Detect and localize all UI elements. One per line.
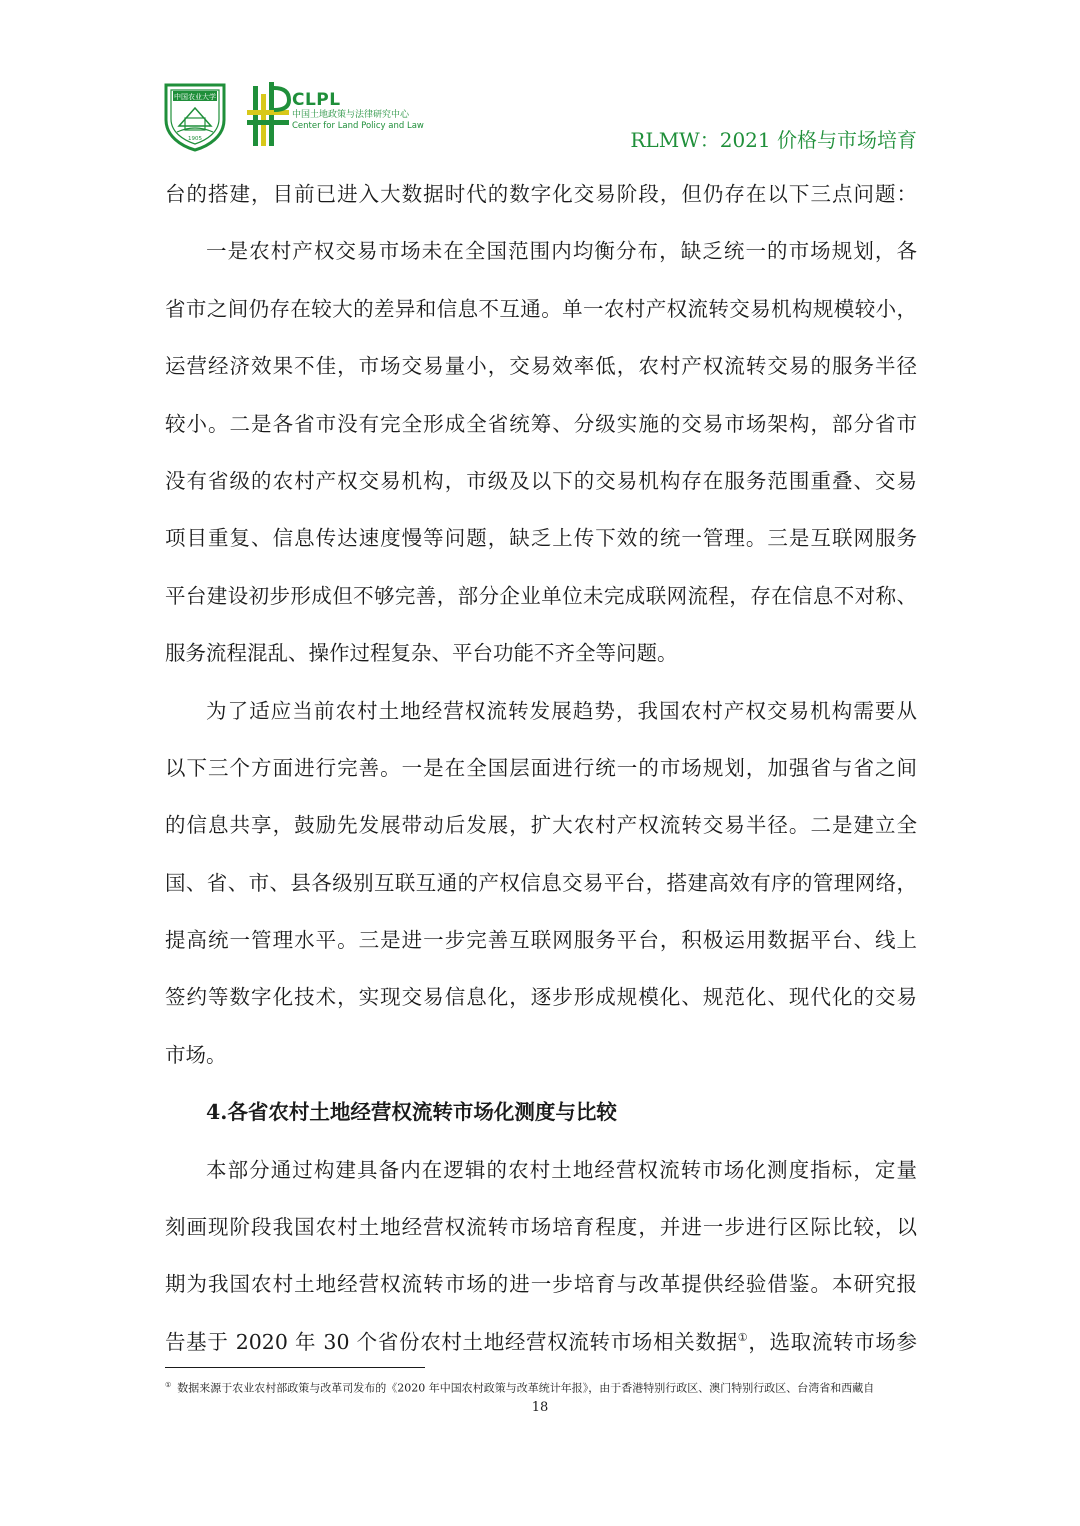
university-logo	[163, 82, 227, 152]
body-line: 以下三个方面进行完善。一是在全国层面进行统一的市场规划，加强省与省之间	[165, 755, 917, 780]
clpl-english-name: Center for Land Policy and Law	[292, 121, 424, 131]
page-body	[165, 166, 917, 1371]
body-line-with-footnote	[165, 1314, 917, 1371]
footnote-reference[interactable]: ①	[737, 1330, 749, 1344]
body-line: 刻画现阶段我国农村土地经营权流转市场培育程度，并进一步进行区际比较，以	[165, 1215, 917, 1240]
body-line: 期为我国农村土地经营权流转市场的进一步培育与改革提供经验借鉴。本研究报	[165, 1272, 917, 1297]
footnote	[165, 1377, 917, 1397]
university-logo-year: 1905	[188, 136, 202, 142]
clpl-wordmark	[292, 90, 432, 132]
page-number: 18	[531, 1400, 549, 1415]
body-line: 国、省、市、县各级别互联互通的产权信息交易平台，搭建高效有序的管理网络，	[165, 870, 917, 895]
running-title: RLMW：2021 价格与市场培育	[630, 128, 917, 152]
body-line: 为了适应当前农村土地经营权流转发展趋势，我国农村产权交易机构需要从	[206, 698, 917, 723]
section-heading: 4.各省农村土地经营权流转市场化测度与比较	[206, 1100, 617, 1125]
body-text: 告基于 2020 年 30 个省份农村土地经营权流转市场相关数据	[165, 1329, 738, 1354]
body-line: 运营经济效果不佳，市场交易量小，交易效率低，农村产权流转交易的服务半径	[165, 354, 917, 379]
footnote-text: 数据来源于农业农村部政策与改革司发布的《2020 年中国农村政策与改革统计年报》，由于香港特别行政区、澳门特别行政区、台湾省和西藏自	[177, 1381, 875, 1395]
body-line: 本部分通过构建具备内在逻辑的农村土地经营权流转市场化测度指标，定量	[206, 1157, 917, 1182]
body-line: 签约等数字化技术，实现交易信息化，逐步形成规模化、规范化、现代化的交易	[165, 985, 917, 1010]
footnote-marker: ①	[165, 1381, 172, 1389]
clpl-chinese-name: 中国土地政策与法律研究中心	[292, 110, 410, 120]
body-line: 省市之间仍存在较大的差异和信息不互通。单一农村产权流转交易机构规模较小，	[165, 296, 917, 321]
page-header	[0, 0, 1080, 160]
body-line: 提高统一管理水平。三是进一步完善互联网服务平台，积极运用数据平台、线上	[165, 928, 917, 953]
body-text: ，选取流转市场参	[748, 1329, 917, 1354]
footnote-divider	[165, 1367, 425, 1368]
body-line: 较小。二是各省市没有完全形成全省统筹、分级实施的交易市场架构，部分省市	[165, 411, 917, 436]
university-logo-text: 中国农业大学	[174, 93, 216, 101]
body-line: 项目重复、信息传达速度慢等问题，缺乏上传下效的统一管理。三是互联网服务	[165, 526, 917, 551]
clpl-name: CLPL	[292, 90, 341, 110]
body-line: 服务流程混乱、操作过程复杂、平台功能不齐全等问题。	[165, 641, 678, 666]
body-line: 市场。	[165, 1042, 227, 1067]
body-line: 一是农村产权交易市场未在全国范围内均衡分布，缺乏统一的市场规划，各	[206, 239, 917, 264]
body-line: 没有省级的农村产权交易机构，市级及以下的交易机构存在服务范围重叠、交易	[165, 468, 917, 493]
body-line: 的信息共享，鼓励先发展带动后发展，扩大农村产权流转交易半径。二是建立全	[165, 813, 917, 838]
body-line: 台的搭建，目前已进入大数据时代的数字化交易阶段，但仍存在以下三点问题：	[165, 182, 917, 206]
body-line: 平台建设初步形成但不够完善，部分企业单位未完成联网流程，存在信息不对称、	[165, 583, 917, 608]
